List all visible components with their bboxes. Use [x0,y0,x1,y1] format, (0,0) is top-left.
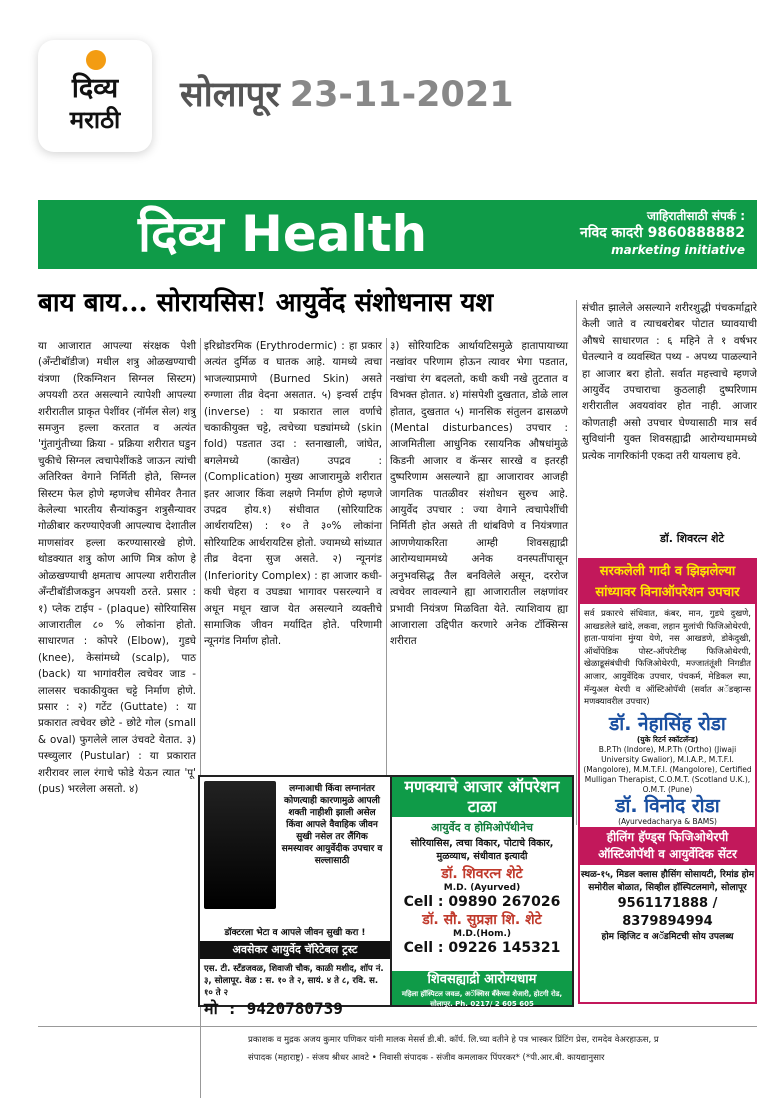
ad3-title: सरकलेली गादी व झिझलेल्या सांध्यावर विनाऑपरेशन उपचार [580,560,755,604]
divya-marathi-logo[interactable] [38,40,152,152]
ad-label: जाहिरातीसाठी संपर्क : [646,209,745,223]
footer-line1: प्रकाशक व मुद्रक अजय कुमार पणिकर यांनी मालक मेसर्स डी.बी. कॉर्प. लि.च्या वतीने हे पत्र भास्कर प्रिंटिंग प्रेस, रामदेव वेअरहाऊस, प्र [248,1035,659,1045]
physiotherapy-ad[interactable] [578,558,757,1004]
edition-date: 23-11-2021 [289,75,514,115]
ad2-doctor2: डॉ. सौ. सुप्रज्ञा शि. शेटे [422,912,542,928]
ad2-degree1: M.D. (Ayurved) [443,883,521,893]
ad1-slogan: डॉक्टरला भेटा व आपले जीवन सुखी करा ! [224,928,366,938]
logo-line1: दिव्य [71,73,119,104]
ad2-cell2: Cell : 09226 145321 [403,940,561,956]
ayurved-trust-ad[interactable] [198,775,392,1018]
ad3-doctor2: डॉ. विनोद रोडा [615,794,720,817]
ad2-title: मणक्याचे आजार ऑपरेशन टाळा [392,777,572,817]
ad-contact: नविद कादरी 9860888882 [580,225,745,241]
footer-divider [38,1026,757,1027]
logo-line2: मराठी [69,106,121,134]
column-divider [386,338,387,824]
spine-treatment-ad[interactable] [390,775,574,1007]
article-col-3: ३) सोरियाटिक आर्थायटिसमुळे हातापायाच्या नखांवर परिणाम होऊन त्यावर भेगा पडतात, नखांचा रंग बदलतो, कधी कधी नखे तुटतात व विभक्त होतात. ४) मांसपेशी दुखतात, डोळे लाल होतात, दुखतात ५) मानसिक संतुलन ढासळणे (Mental disturbances) उपचार : आजमितीला आधुनिक रसायनिक औषधांमुळे किडनी आजार व कॅन्सर सारखे व इतरही दुष्परिणाम असल्याने ह्या आजारावर आजही जागतिक पातळीवर संशोधन सुरुच आहे. आयुर्वेद उपचार : ज्या वेगाने त्वचापेशींची निर्मिती होत असते ती थांबविणे व नियंत्रणात आणणेयाकरिता आम्ही शिवसह्याद्री आरोग्यधाममध्ये अनेक वनस्पतींपासून अनुभवसिद्ध तैल बनविलेले असून, दररोज त्वचेवर लावल्याने ह्या आजारातील लक्षणांवर प्रभावी नियंत्रण मिळविता येते. त्याशिवाय ह्या आजाराला उद्दिपीत करणारे अनेक टॉक्सिन्स शरीरात [390,340,568,648]
footer-line2: संपादक (महाराष्ट्र) - संजय श्रीधर आवटे • निवासी संपादक - संजीव कमलाकर पिंपरकर* (*पी.आर.बी. कायद्यानुसार [248,1053,605,1063]
ad3-doctor1-note: (युके रिटर्न स्कॉटलॅन्ड) [636,734,699,744]
newspaper-page [38,190,757,1116]
ad-contact-block [580,208,745,259]
ad3-doctor1: डॉ. नेहासिंह रोडा [609,712,726,735]
ad3-qualifications: B.P.Th (Indore), M.P.Th (Ortho) (Jiwaji University Gwalior), M.I.A.P., M.T.F.I. (Mangolore), M.M.T.F.I. (Mangolore), Certified Mulligan Therapist, C.O.M.T. (Scotland U.K.), O.M.T. (Pune) [583,744,752,794]
ad2-degree2: M.D.(Hom.) [452,929,511,939]
ad3-center: हीलिंग हॅण्ड्स फिजिओथेरपी ऑस्टिओपॅथी व आयुर्वेदिक सेंटर [580,827,755,865]
ad2-subtitle: आयुर्वेद व होमिओपॅथीनेच [431,821,533,834]
ad-tag: marketing initiative [611,243,745,257]
article-col-1: या आजारात आपल्या संरक्षक पेशी (अँन्टीबॉडीज) मधील शत्रु ओळखण्याची यंत्रणा (रिकग्निशन सिग्नल सिस्टम) अपयशी ठरत असल्याने त्यापेशी आपल्या शरीरातील प्राकृत पेशींवर (नॉर्मल सेल) शत्रु समजुन हल्ला करतात व अत्यंत 'गुंतागुंतीच्या क्रिया - प्रक्रिया शरीरात घडुन चुकीचे सिग्नल त्वचापेशींकडे जाऊन त्यांची अतिरिक्त वेगाने निर्मिती होते, सिग्नल सिस्टम फेल होणे म्हणजेच सीमेवर तैनात केलेल्या भारतीय सैन्यांकडुन शत्रुसैन्यावर गोळीबार करण्याऐवजी आपल्याच देशातील माणसांवर हल्ला करण्यासारखे होणे. थोडक्यात शत्रु कोण आणि मित्र कोण हे ओळखण्याची क्षमताच आपल्या शरीरातील अँन्टीबॉडीजकडुन अपयशी ठरते. प्रसार : १) प्लेक टाईप - (plaque) सोरियासिस आजारातील ८० % लोकांना होतो. साधारणत : कोपरे (Elbow), गुडघे (knee), केसांमध्ये (scalp), पाठ (back) या भागांवरील त्वचेवर जाड - लालसर चकाकीयुक्त चट्टे निर्माण होणे. प्रसार : २) गटेंट (Guttate) : या प्रकारात त्वचेवर छोटे - छोटे गोल (small & oval) फुगलेले लाल उंचवटे येतात. ३) पस्च्युलार (Pustular) : या प्रकारात शरीरावर लाल रंगाचे फोडे येऊन त्यात 'पू' (pus) भरलेला असतो. ४) [38,340,196,795]
ad3-address: स्थळ-१५, मिडल क्लास हौसिंग सोसायटी, रिमांड होम समोरील बोळात, सिव्हील हॉस्पिटलमागे, सोलापूर [580,869,755,893]
section-title: दिव्य Health [138,205,428,263]
page-header [0,0,757,175]
ad2-doctor1: डॉ. शिवरत्न शेटे [441,866,523,882]
article-col-4: संचीत झालेले असल्याने शरीरशुद्धी पंचकर्माद्वारे केली जाते व त्याचबरोबर पोटात घ्यावयाची औषधे साधारणत : ६ महिने ते १ वर्षभर घेतल्याने व व्यवस्थित पथ्य - अपथ्य पाळल्याने हा आजार बरा होतो. सर्वात महत्त्वाचे म्हणजे आयुर्वेद उपचाराचा कुठलाही दुष्परिणाम शरीरातील अवयवांवर होत नाही. आजार कोणताही असो उपचार घेण्यासाठी मात्र सर्व सुविधांनी युक्त शिवसह्याद्री आरोग्यधाममध्ये प्रत्येक नागरिकांनी एकदा तरी यायलाच हवे. [582,302,757,462]
ad2-cell1: Cell : 09890 267026 [403,894,561,910]
ad2-footer [392,971,572,1008]
ad1-trust-name: अवसेकर आयुर्वेद चॅरिटेबल ट्रस्ट [200,941,390,959]
ad1-address: एस. टी. स्टँडजवळ, शिवाजी चौक, काळी मशीद, शॉप नं. ३, सोलापूर. वेळ : स. १० ते २, सायं. ४ ते ८, रवि. स. १० ते २ [204,964,384,998]
article-col-2: इरिथ्रोडरमिक (Erythrodermic) : हा प्रकार अत्यंत दुर्मिळ व घातक आहे. यामध्ये त्वचा भाजल्याप्रमाणे (Burned Skin) असते रुग्णाला तीव्र वेदना असतात. ५) इन्वर्स टाईप (inverse) : या प्रकारात लाल वर्णाचे चकाकीयुक्त चट्टे, त्वचेच्या घड्यांमध्ये (skin fold) पडतात उदा : स्तनाखाली, जांघेत, बगलेमध्ये (काखेत) उपद्रव : (Complication) मुख्य आजारामुळे शरीरात इतर आजार किंवा लक्षणे निर्माण होणे म्हणजे उपद्रव होय.१) संधीवात (सोरियाटिक आर्थरायटिस) : १० ते ३०% लोकांना सोरियाटिक आर्थरायटिस होतो. ज्यामध्ये सांध्यात तीव्र वेदना सुज असते. २) न्यूनगंड (Inferiority Complex) : हा आजार कधी-कधी चेहरा व उघड्या भागावर पसरल्याने व अधून मधून खाज येत असल्याने व्यक्तीचे सामाजिक जीवन मर्यादित होते. परिणामी न्यूनगंड निर्माण होतो. [204,340,382,648]
edition-title [180,70,514,117]
ad2-diseases: सोरियासिस, त्वचा विकार, पोटाचे विकार, मुळव्याध, संधीवात इत्यादी [410,838,554,862]
ad3-doctor2-degree: (Ayurvedacharya & BAMS) [618,816,717,826]
health-band [38,200,757,269]
ad3-phone: 9561171888 / 8379894994 [617,895,718,929]
column-divider [576,300,577,825]
edition-name: सोलापूर [180,75,280,115]
ad3-home-visit: होम व्हिजिट व अॅडमिटची सोय उपलब्ध [601,931,734,942]
ad3-conditions: सर्व प्रकारचे संधिवात, कंबर, मान, गुडघे दुखणे, आखडलेले खांदे, लकवा, लहान मुलांची फिजिओथेरपी, हाता-पायांना मुंग्या येणे, नस आखडणे, डोकेदुखी, ऑर्थोपेडिक पोस्ट-ऑपरेटीव्ह फिजिओथेरपी, खेळाडूसंबंधीची फिजिओथेरपी, मज्जातंतूंशी निगडीत आजार, आयुर्वेदिक उपचार, पंचकर्म, मेडिकल स्पा, मॅन्युअल थेरपी व ऑस्टिओपॅथी (सर्वात अॅडव्हान्स मणक्यावरील उपचार) [584,609,751,708]
couple-silhouette-icon [204,781,276,909]
sun-dot-icon [86,50,106,70]
ad1-mobile: मो : 9420780739 [204,999,343,1018]
headline: बाय बाय... सोरायसिस! आयुर्वेद संशोधनास यश [38,288,494,318]
ad2-clinic-address: महिला हॉस्पिटल जवळ, अॅक्सिस बँकेच्या शेजारी, होटगी रोड, सोलापूर. Ph. 0217/ 2 605 605 [401,990,563,1008]
author-signature: डॉ. शिवरत्न शेटे [660,532,725,545]
ad2-clinic: शिवसह्याद्री आरोग्यधाम [427,972,537,987]
ad1-text: लग्नाआधी किंवा लग्नानंतर कोणत्याही कारणामुळे आपली शक्ती नाहीशी झाली असेल किंवा आपले वैवाहिक जीवन सुखी नसेल तर लैंगिक समस्यावर आयुर्वेदीक उपचार व सल्लासाठी [281,784,383,866]
